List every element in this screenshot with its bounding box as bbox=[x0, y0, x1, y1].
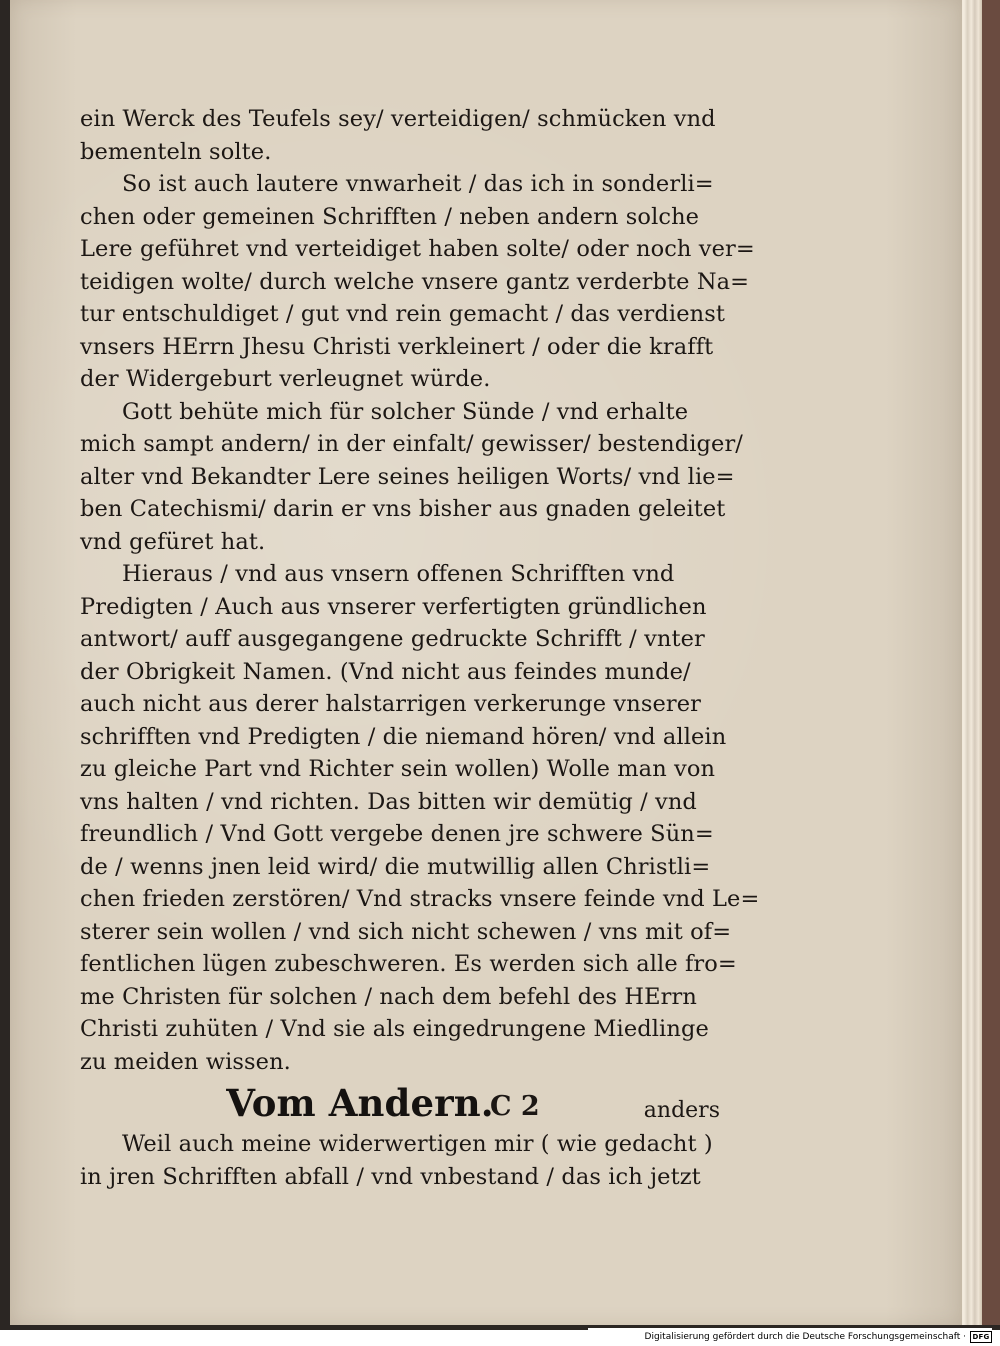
page-footer bbox=[490, 1091, 740, 1129]
text-line: ein Werck des Teufels sey/ verteidigen/ schmücken vnd bbox=[80, 106, 716, 132]
text-line: in jren Schrifften abfall / vnd vnbestand / das ich jetzt bbox=[80, 1163, 701, 1190]
text-line: schrifften vnd Predigten / die niemand hören/ vnd allein bbox=[80, 723, 727, 750]
text-line: auch nicht aus derer halstarrigen verkerunge vnserer bbox=[80, 691, 702, 717]
text-line: Predigten / Auch aus vnserer verfertigten gründlichen bbox=[80, 593, 707, 620]
text-line: vns halten / vnd richten. Das bitten wir demütig / vnd bbox=[80, 788, 697, 815]
text-line: sterer sein wollen / vnd sich nicht schewen / vns mit of= bbox=[80, 918, 732, 945]
text-line: Weil auch meine widerwertigen mir ( wie gedacht ) bbox=[122, 1131, 713, 1157]
text-line: antwort/ auff ausgegangene gedruckte Schrifft / vnter bbox=[80, 626, 705, 652]
text-line: zu meiden wissen. bbox=[80, 1048, 291, 1075]
text-line: alter vnd Bekandter Lere seines heiligen Worts/ vnd lie= bbox=[80, 463, 735, 490]
credit-text: Digitalisierung gefördert durch die Deutsche Forschungsgemeinschaft · bbox=[644, 1332, 966, 1342]
section-heading: Vom Andern. bbox=[226, 1081, 494, 1125]
text-line: vnsers HErrn Jhesu Christi verkleinert / oder die krafft bbox=[80, 333, 714, 360]
text-line: Hieraus / vnd aus vnsern offenen Schrifften vnd bbox=[122, 561, 675, 587]
text-line: bementeln solte. bbox=[80, 138, 272, 165]
catchword: anders bbox=[643, 1098, 720, 1123]
text-line: vnd gefüret hat. bbox=[80, 528, 266, 555]
text-line: freundlich / Vnd Gott vergebe denen jre schwere Sün= bbox=[80, 821, 714, 847]
text-line: de / wenns jnen leid wird/ die mutwillig allen Christli= bbox=[80, 853, 711, 880]
text-line: tur entschuldiget / gut vnd rein gemacht / das verdienst bbox=[80, 301, 725, 327]
body-text bbox=[80, 103, 760, 1193]
text-line: ben Catechismi/ darin er vns bisher aus gnaden geleitet bbox=[80, 496, 726, 522]
dfg-logo-icon: DFG bbox=[970, 1331, 992, 1343]
signature-mark: C 2 bbox=[490, 1091, 540, 1122]
text-line: zu gleiche Part vnd Richter sein wollen) Wolle man von bbox=[80, 756, 716, 782]
digitization-credit bbox=[588, 1328, 992, 1346]
text-line: Christi zuhüten / Vnd sie als eingedrungene Miedlinge bbox=[80, 1016, 709, 1042]
text-line: mich sampt andern/ in der einfalt/ gewisser/ bestendiger/ bbox=[80, 431, 743, 457]
text-line: Gott behüte mich für solcher Sünde / vnd erhalte bbox=[122, 398, 689, 425]
text-line: Lere geführet vnd verteidiget haben solte/ oder noch ver= bbox=[80, 236, 755, 262]
text-line: chen frieden zerstören/ Vnd stracks vnsere feinde vnd Le= bbox=[80, 886, 760, 912]
text-line: So ist auch lautere vnwarheit / das ich in sonderli= bbox=[122, 171, 714, 197]
text-line: chen oder gemeinen Schrifften / neben andern solche bbox=[80, 203, 700, 230]
book-page bbox=[10, 0, 962, 1325]
text-line: der Obrigkeit Namen. (Vnd nicht aus feindes munde/ bbox=[80, 658, 691, 685]
text-line: teidigen wolte/ durch welche vnsere gantz verderbte Na= bbox=[80, 268, 750, 295]
text-line: fentlichen lügen zubeschweren. Es werden sich alle fro= bbox=[80, 951, 737, 977]
text-line: me Christen für solchen / nach dem befehl des HErrn bbox=[80, 983, 697, 1010]
text-line: der Widergeburt verleugnet würde. bbox=[80, 366, 491, 392]
